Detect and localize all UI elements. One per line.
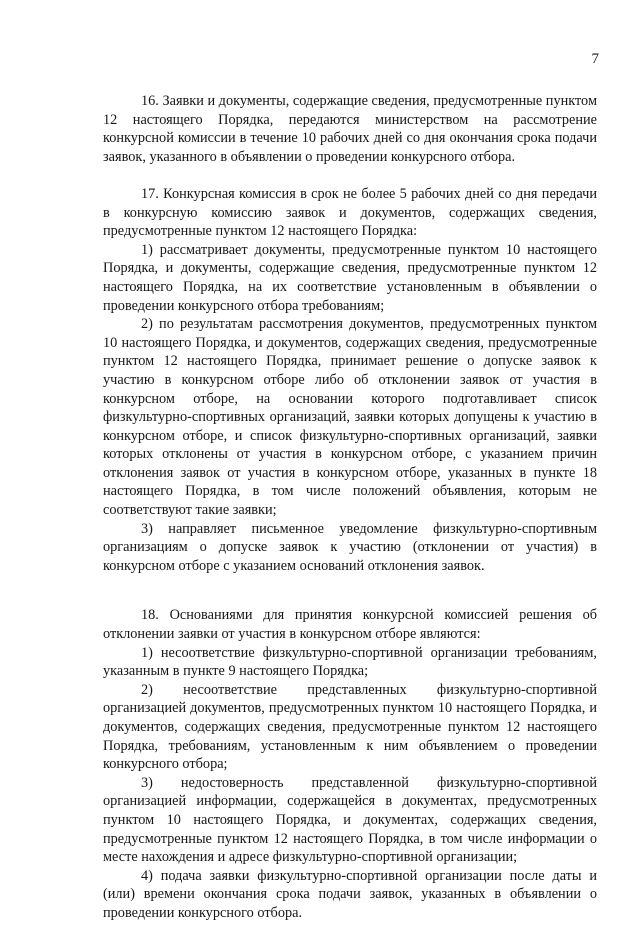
list-item: 3) недостоверность представленной физкультурно-спортивной организацией информации, содержащейся в документах, предусмотренных пунктом 10 настоящего Порядка, и документах, содержащих сведения, предусмотренные пунктом 12 настоящего Порядка, в том числе информации о месте нахождения и адресе физкультурно-спортивной организации; xyxy=(103,774,597,866)
list-item: 1) рассматривает документы, предусмотренные пунктом 10 настоящего Порядка, и документы, содержащие сведения, предусмотренные пунктом 12 настоящего Порядка, на их соответствие установленным в объявлении о проведении конкурсного отбора требованиям; xyxy=(103,241,597,314)
paragraph: 17. Конкурсная комиссия в срок не более 5 рабочих дней со дня передачи в конкурсную комиссию заявок и документов, содержащих сведения, предусмотренные пунктом 12 настоящего Порядка: xyxy=(103,185,597,240)
list-item: 2) несоответствие представленных физкультурно-спортивной организацией документов, предусмотренных пунктом 10 настоящего Порядка, и документов, содержащих сведения, предусмотренные пунктом 12 настоящего Порядка, требованиям, установленным к ним объявлением о проведении конкурсного отбора; xyxy=(103,681,597,773)
section-16 xyxy=(103,92,597,166)
page-number: 7 xyxy=(591,51,599,67)
list-item: 1) несоответствие физкультурно-спортивной организации требованиям, указанным в пункте 9 настоящего Порядка; xyxy=(103,644,597,680)
paragraph: 18. Основаниями для принятия конкурсной комиссией решения об отклонении заявки от участия в конкурсном отборе являются: xyxy=(103,607,597,643)
list-item: 3) направляет письменное уведомление физкультурно-спортивным организациям о допуске заявок к участию (отклонении от участия) в конкурсном отборе с указанием оснований отклонения заявок. xyxy=(103,520,597,574)
section-17 xyxy=(103,185,597,575)
list-item: 2) по результатам рассмотрения документов, предусмотренных пунктом 10 настоящего Порядка, и документов, содержащих сведения, предусмотренные пунктом 12 настоящего Порядка, принимает решение о допуске заявок к участию в конкурсном отборе либо об отклонении заявок от участия в конкурсном отборе, на основании которого подготавливает список физкультурно-спортивных организаций, заявки которых допущены к участию в конкурсном отборе, и список физкультурно-спортивных организаций, заявки которых отклонены от участия в конкурсном отборе, с указанием причин отклонения заявок от участия в конкурсном отборе, указанных в пункте 18 настоящего Порядка, в том числе положений объявления, которым не соответствуют такие заявки; xyxy=(103,316,597,519)
section-18 xyxy=(103,606,597,922)
list-item: 4) подача заявки физкультурно-спортивной организации после даты и (или) времени окончания срока подачи заявок, указанных в объявлении о проведении конкурсного отбора. xyxy=(103,867,597,921)
document-body xyxy=(103,92,597,941)
paragraph: 16. Заявки и документы, содержащие сведения, предусмотренные пунктом 12 настоящего Порядка, передаются министерством на рассмотрение конкурсной комиссии в течение 10 рабочих дней со дня окончания срока подачи заявок, указанного в объявлении о проведении конкурсного отбора. xyxy=(103,93,597,165)
